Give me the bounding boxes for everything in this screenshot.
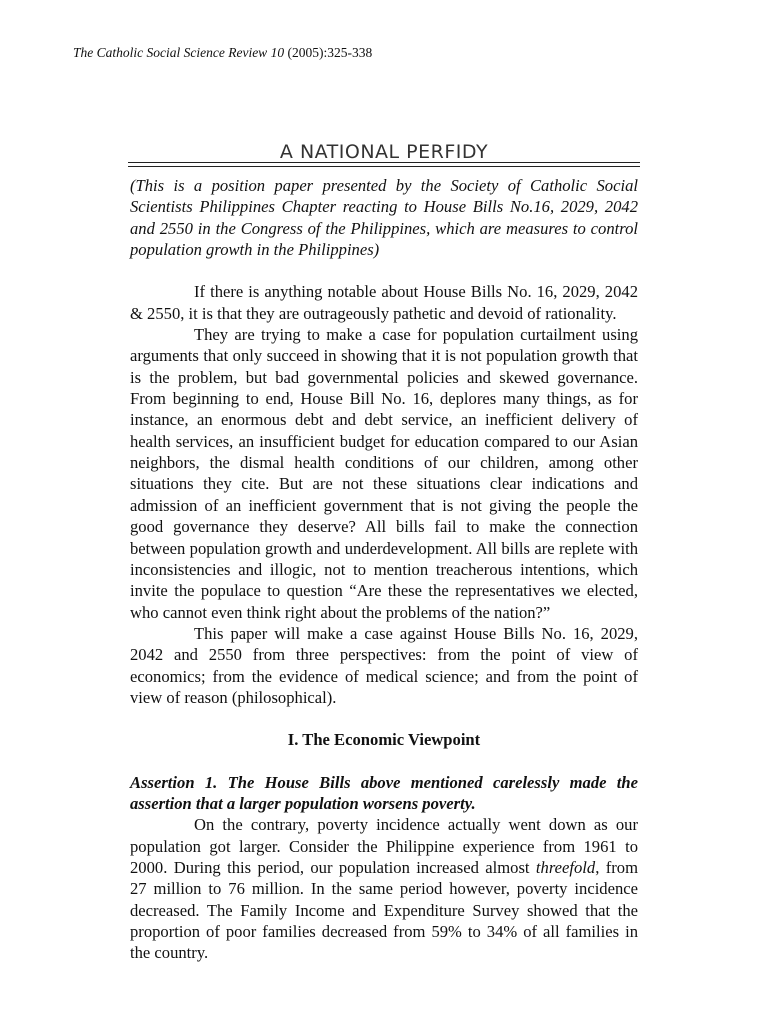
- body-paragraph-2: They are trying to make a case for population curtailment using arguments that only succeed in showing that it is not population growth that is the problem, but bad governmental policies and skewed governance. From beginning to end, House Bill No. 16, deplores many things, as for instance, an enormous debt and debt service, an inefficient delivery of health services, an insufficient budget for education compared to our Asian neighbors, the dismal health conditions of our children, among other situations they cite. But are not these situations clear indications and admission of an inefficient government that is not giving the people the good governance they deserve? All bills fail to make the connection between population growth and underdevelopment. All bills are replete with inconsistencies and illogic, not to mention treacherous intentions, which invite the populace to question “Are these the representatives we elected, who cannot even think right about the problems of the nation?”: [130, 325, 638, 622]
- page-title: A NATIONAL PERFIDY: [279, 140, 489, 163]
- journal-volume-pages: (2005):325-338: [284, 45, 373, 60]
- journal-citation: [73, 45, 372, 61]
- emphasis-text: threefold: [535, 857, 596, 877]
- spacer: [130, 708, 638, 729]
- body-paragraph-1: If there is anything notable about House Bills No. 16, 2029, 2042 & 2550, it is that they are outrageously pathetic and devoid of rationality.: [130, 282, 638, 323]
- intro-paragraph: (This is a position paper presented by the Society of Catholic Social Scientists Philippines Chapter reacting to House Bills No.16, 2029, 2042 and 2550 in the Congress of the Philippines, which are measures to control population growth in the Philippines): [130, 176, 638, 260]
- title-rule-bottom: [128, 166, 640, 167]
- assertion-heading: Assertion 1. The House Bills above mentioned carelessly made the assertion that a larger population worsens poverty.: [130, 772, 638, 813]
- body-paragraph-3: This paper will make a case against House Bills No. 16, 2029, 2042 and 2550 from three perspectives: from the point of view of economics; from the evidence of medical science; and from the point of view of reason (philosophical).: [130, 623, 638, 707]
- body-paragraph-4: [130, 814, 638, 963]
- journal-name: The Catholic Social Science Review 10: [73, 45, 285, 60]
- spacer: [130, 751, 638, 772]
- spacer: [130, 260, 638, 281]
- paragraph-text-start: On the contrary, poverty incidence actually went down as our population got larger. Consider the Philippine experience from 1961 to 2000. During this period, our population increased almost: [130, 815, 638, 877]
- section-heading: I. The Economic Viewpoint: [287, 730, 481, 750]
- title-rule-top: [128, 162, 640, 163]
- paragraph-text-end: , from 27 million to 76 million. In the same period however, poverty incidence decreased. The Family Income and Expenditure Survey showed that the proportion of poor families decreased from 59% to 34% of all families in the country.: [130, 857, 638, 963]
- article-body: [130, 175, 638, 964]
